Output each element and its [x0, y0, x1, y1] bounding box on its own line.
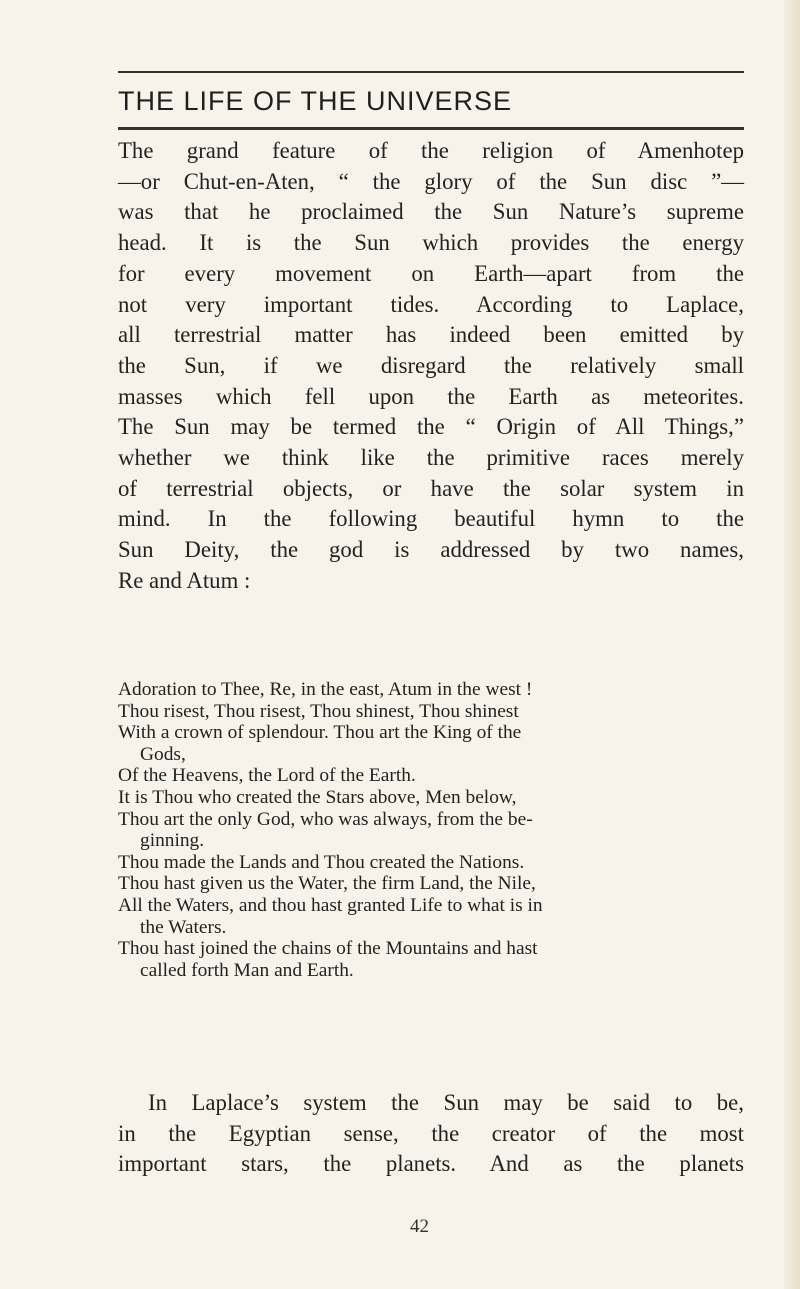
hymn-line: Thou made the Lands and Thou created the Nations. — [118, 851, 525, 873]
hymn-line: All the Waters, and thou hast granted Life to what is in — [118, 894, 543, 916]
hymn-line: Thou hast given us the Water, the firm Land, the Nile, — [118, 873, 536, 895]
paragraph-1-line: —or Chut-en-Aten, “ the glory of the Sun disc ”— — [118, 168, 744, 194]
paragraph-1-line: mind. In the following beautiful hymn to the — [118, 506, 744, 532]
paragraph-1-line: not very important tides. According to Laplace, — [118, 291, 744, 317]
header-rule-bottom — [118, 127, 744, 130]
paragraph-1-line: the Sun, if we disregard the relatively small — [118, 352, 744, 378]
paragraph-1-line: of terrestrial objects, or have the solar system in — [118, 475, 744, 501]
hymn-line-continuation: ginning. — [140, 830, 205, 852]
paragraph-1-line: masses which fell upon the Earth as meteorites. — [118, 383, 744, 409]
paragraph-1-line: all terrestrial matter has indeed been emitted by — [118, 322, 744, 348]
hymn-line: Of the Heavens, the Lord of the Earth. — [118, 765, 416, 787]
hymn-line: Thou risest, Thou risest, Thou shinest, Thou shinest — [118, 700, 519, 722]
header-rule-top — [118, 71, 744, 73]
paragraph-1-line: head. It is the Sun which provides the energy — [118, 230, 744, 256]
paragraph-1-line: whether we think like the primitive races merely — [118, 445, 744, 471]
page-edge-shadow — [784, 0, 800, 1289]
hymn-line: Thou hast joined the chains of the Mountains and hast — [118, 938, 538, 960]
hymn-line-continuation: Gods, — [140, 743, 186, 765]
hymn-line: It is Thou who created the Stars above, Men below, — [118, 786, 517, 808]
hymn-line: With a crown of splendour. Thou art the King of the — [118, 722, 522, 744]
hymn-quotation — [118, 679, 744, 981]
paragraph-2-line: in the Egyptian sense, the creator of the most — [118, 1120, 744, 1146]
paragraph-2-line: In Laplace’s system the Sun may be said to be, — [148, 1090, 744, 1115]
paragraph-1-line: Re and Atum : — [118, 567, 251, 593]
hymn-line: Thou art the only God, who was always, from the be- — [118, 808, 533, 830]
paragraph-2-line: important stars, the planets. And as the planets — [118, 1151, 744, 1177]
page-number: 42 — [410, 1216, 429, 1237]
hymn-line-continuation: called forth Man and Earth. — [140, 959, 354, 981]
paragraph-2 — [118, 1088, 744, 1180]
paragraph-1-line: for every movement on Earth—apart from the — [118, 260, 744, 286]
hymn-line: Adoration to Thee, Re, in the east, Atum in the west ! — [118, 679, 533, 700]
paragraph-1 — [118, 136, 744, 597]
paragraph-1-line: Sun Deity, the god is addressed by two names, — [118, 537, 744, 563]
paragraph-1-line: The Sun may be termed the “ Origin of All Things,” — [118, 414, 744, 440]
paragraph-1-line: The grand feature of the religion of Amenhotep — [118, 138, 744, 163]
paragraph-1-line: was that he proclaimed the Sun Nature’s supreme — [118, 199, 744, 225]
running-head: THE LIFE OF THE UNIVERSE — [118, 86, 513, 116]
hymn-line-continuation: the Waters. — [140, 916, 227, 938]
